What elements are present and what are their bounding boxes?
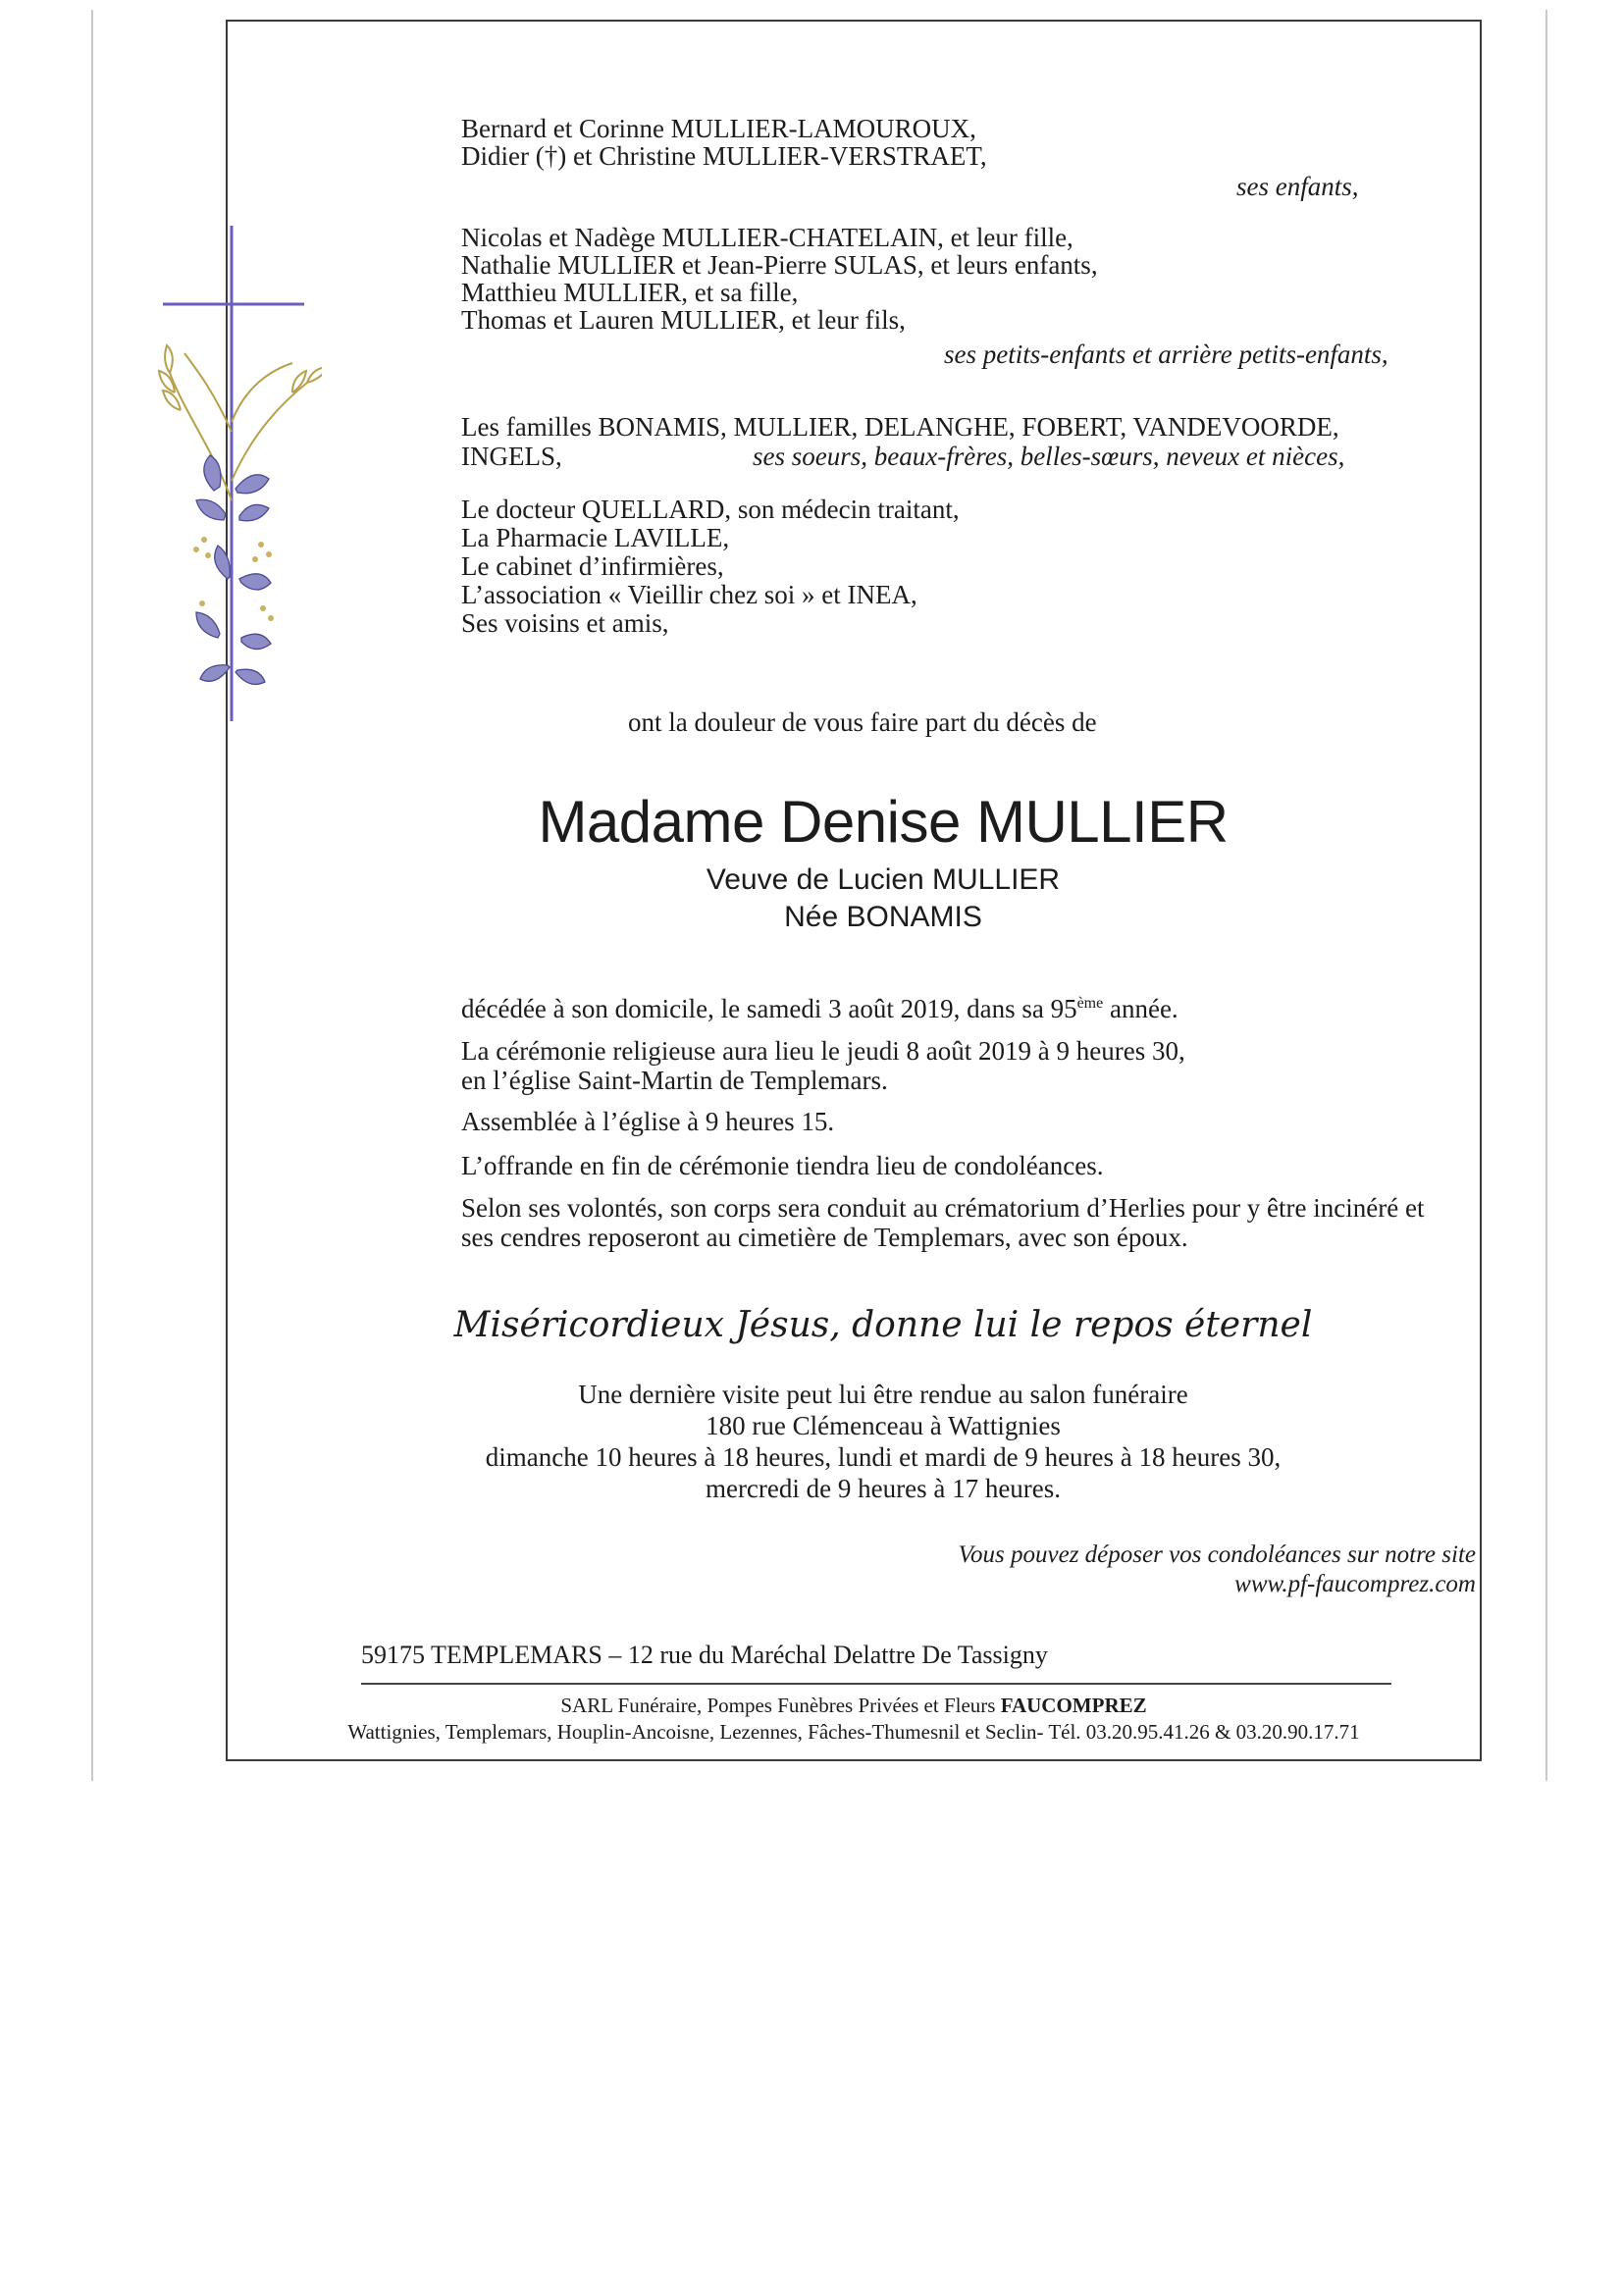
assembly-line: Assemblée à l’église à 9 heures 15.	[461, 1107, 835, 1136]
death-details	[461, 996, 1178, 1022]
condolences-line: Vous pouvez déposer vos condoléances sur notre site	[958, 1541, 1476, 1568]
footer-separator	[361, 1683, 1391, 1685]
footer-company	[226, 1696, 1482, 1716]
grandchildren-label: ses petits-enfants et arrière petits-enfants,	[944, 339, 1388, 369]
children-label: ses enfants,	[1236, 172, 1359, 201]
address-line: 59175 TEMPLEMARS – 12 rue du Maréchal Delattre De Tassigny	[361, 1641, 1048, 1669]
others-line-5: Ses voisins et amis,	[461, 608, 669, 638]
footer-company-prefix: SARL Funéraire, Pompes Funèbres Privées et Fleurs	[560, 1694, 1001, 1717]
prayer-line: Miséricordieux Jésus, donne lui le repos éternel	[453, 1305, 1313, 1345]
grandchildren-line-2: Nathalie MULLIER et Jean-Pierre SULAS, et leurs enfants,	[461, 250, 1098, 280]
wishes-line-1: Selon ses volontés, son corps sera conduit au crématorium d’Herlies pour y être incinéré et	[461, 1193, 1425, 1223]
others-line-2: La Pharmacie LAVILLE,	[461, 523, 730, 552]
grandchildren-line-1: Nicolas et Nadège MULLIER-CHATELAIN, et leur fille,	[461, 223, 1073, 252]
visit-line-2: 180 rue Clémenceau à Wattignies	[706, 1411, 1061, 1440]
cross-flowers-decoration	[145, 226, 322, 726]
flowers-icon	[196, 455, 271, 684]
others-line-4: L’association « Vieillir chez soi » et INEA,	[461, 580, 917, 609]
visit-line-4: mercredi de 9 heures à 17 heures.	[705, 1474, 1062, 1503]
children-line-1: Bernard et Corinne MULLIER-LAMOUROUX,	[461, 114, 976, 143]
grandchildren-line-4: Thomas et Lauren MULLIER, et leur fils,	[461, 305, 906, 335]
ceremony-line-1: La cérémonie religieuse aura lieu le jeudi 8 août 2019 à 9 heures 30,	[461, 1036, 1185, 1066]
visit-line-1: Une dernière visite peut lui être rendue au salon funéraire	[578, 1380, 1188, 1409]
families-line-2: INGELS,	[461, 442, 562, 471]
children-line-2: Didier (†) et Christine MULLIER-VERSTRAET,	[461, 141, 987, 171]
death-details-end: année.	[1103, 994, 1178, 1023]
wishes-line-2: ses cendres reposeront au cimetière de Templemars, avec son époux.	[461, 1223, 1188, 1252]
families-label: ses soeurs, beaux-frères, belles-sœurs, neveux et nièces,	[753, 442, 1345, 471]
footer-company-name: FAUCOMPREZ	[1000, 1694, 1147, 1717]
offering-line: L’offrande en fin de cérémonie tiendra lieu de condoléances.	[461, 1151, 1104, 1180]
death-details-text: décédée à son domicile, le samedi 3 août 2019, dans sa 95	[461, 994, 1077, 1023]
right-edge-line	[1545, 10, 1547, 1781]
deceased-widow: Veuve de Lucien MULLIER	[706, 863, 1061, 896]
deceased-born: Née BONAMIS	[784, 901, 982, 933]
death-details-sup: ème	[1076, 995, 1104, 1012]
left-edge-line	[91, 10, 93, 1781]
condolences-site[interactable]: www.pf-faucomprez.com	[1234, 1571, 1476, 1597]
wheat-icon	[159, 345, 322, 500]
ceremony-line-2: en l’église Saint-Martin de Templemars.	[461, 1066, 888, 1095]
announcement-line: ont la douleur de vous faire part du décès de	[628, 707, 1097, 737]
others-line-3: Le cabinet d’infirmières,	[461, 551, 724, 581]
deceased-name: Madame Denise MULLIER	[538, 789, 1229, 855]
grandchildren-line-3: Matthieu MULLIER, et sa fille,	[461, 278, 799, 307]
visit-line-3: dimanche 10 heures à 18 heures, lundi et mardi de 9 heures à 18 heures 30,	[485, 1442, 1282, 1472]
others-line-1: Le docteur QUELLARD, son médecin traitant,	[461, 495, 960, 524]
families-line-1: Les familles BONAMIS, MULLIER, DELANGHE, FOBERT, VANDEVOORDE,	[461, 412, 1339, 442]
footer-locations: Wattignies, Templemars, Houplin-Ancoisne, Lezennes, Fâches-Thumesnil et Seclin- Tél. 03.20.95.41.26 & 03.20.90.17.71	[347, 1720, 1360, 1744]
